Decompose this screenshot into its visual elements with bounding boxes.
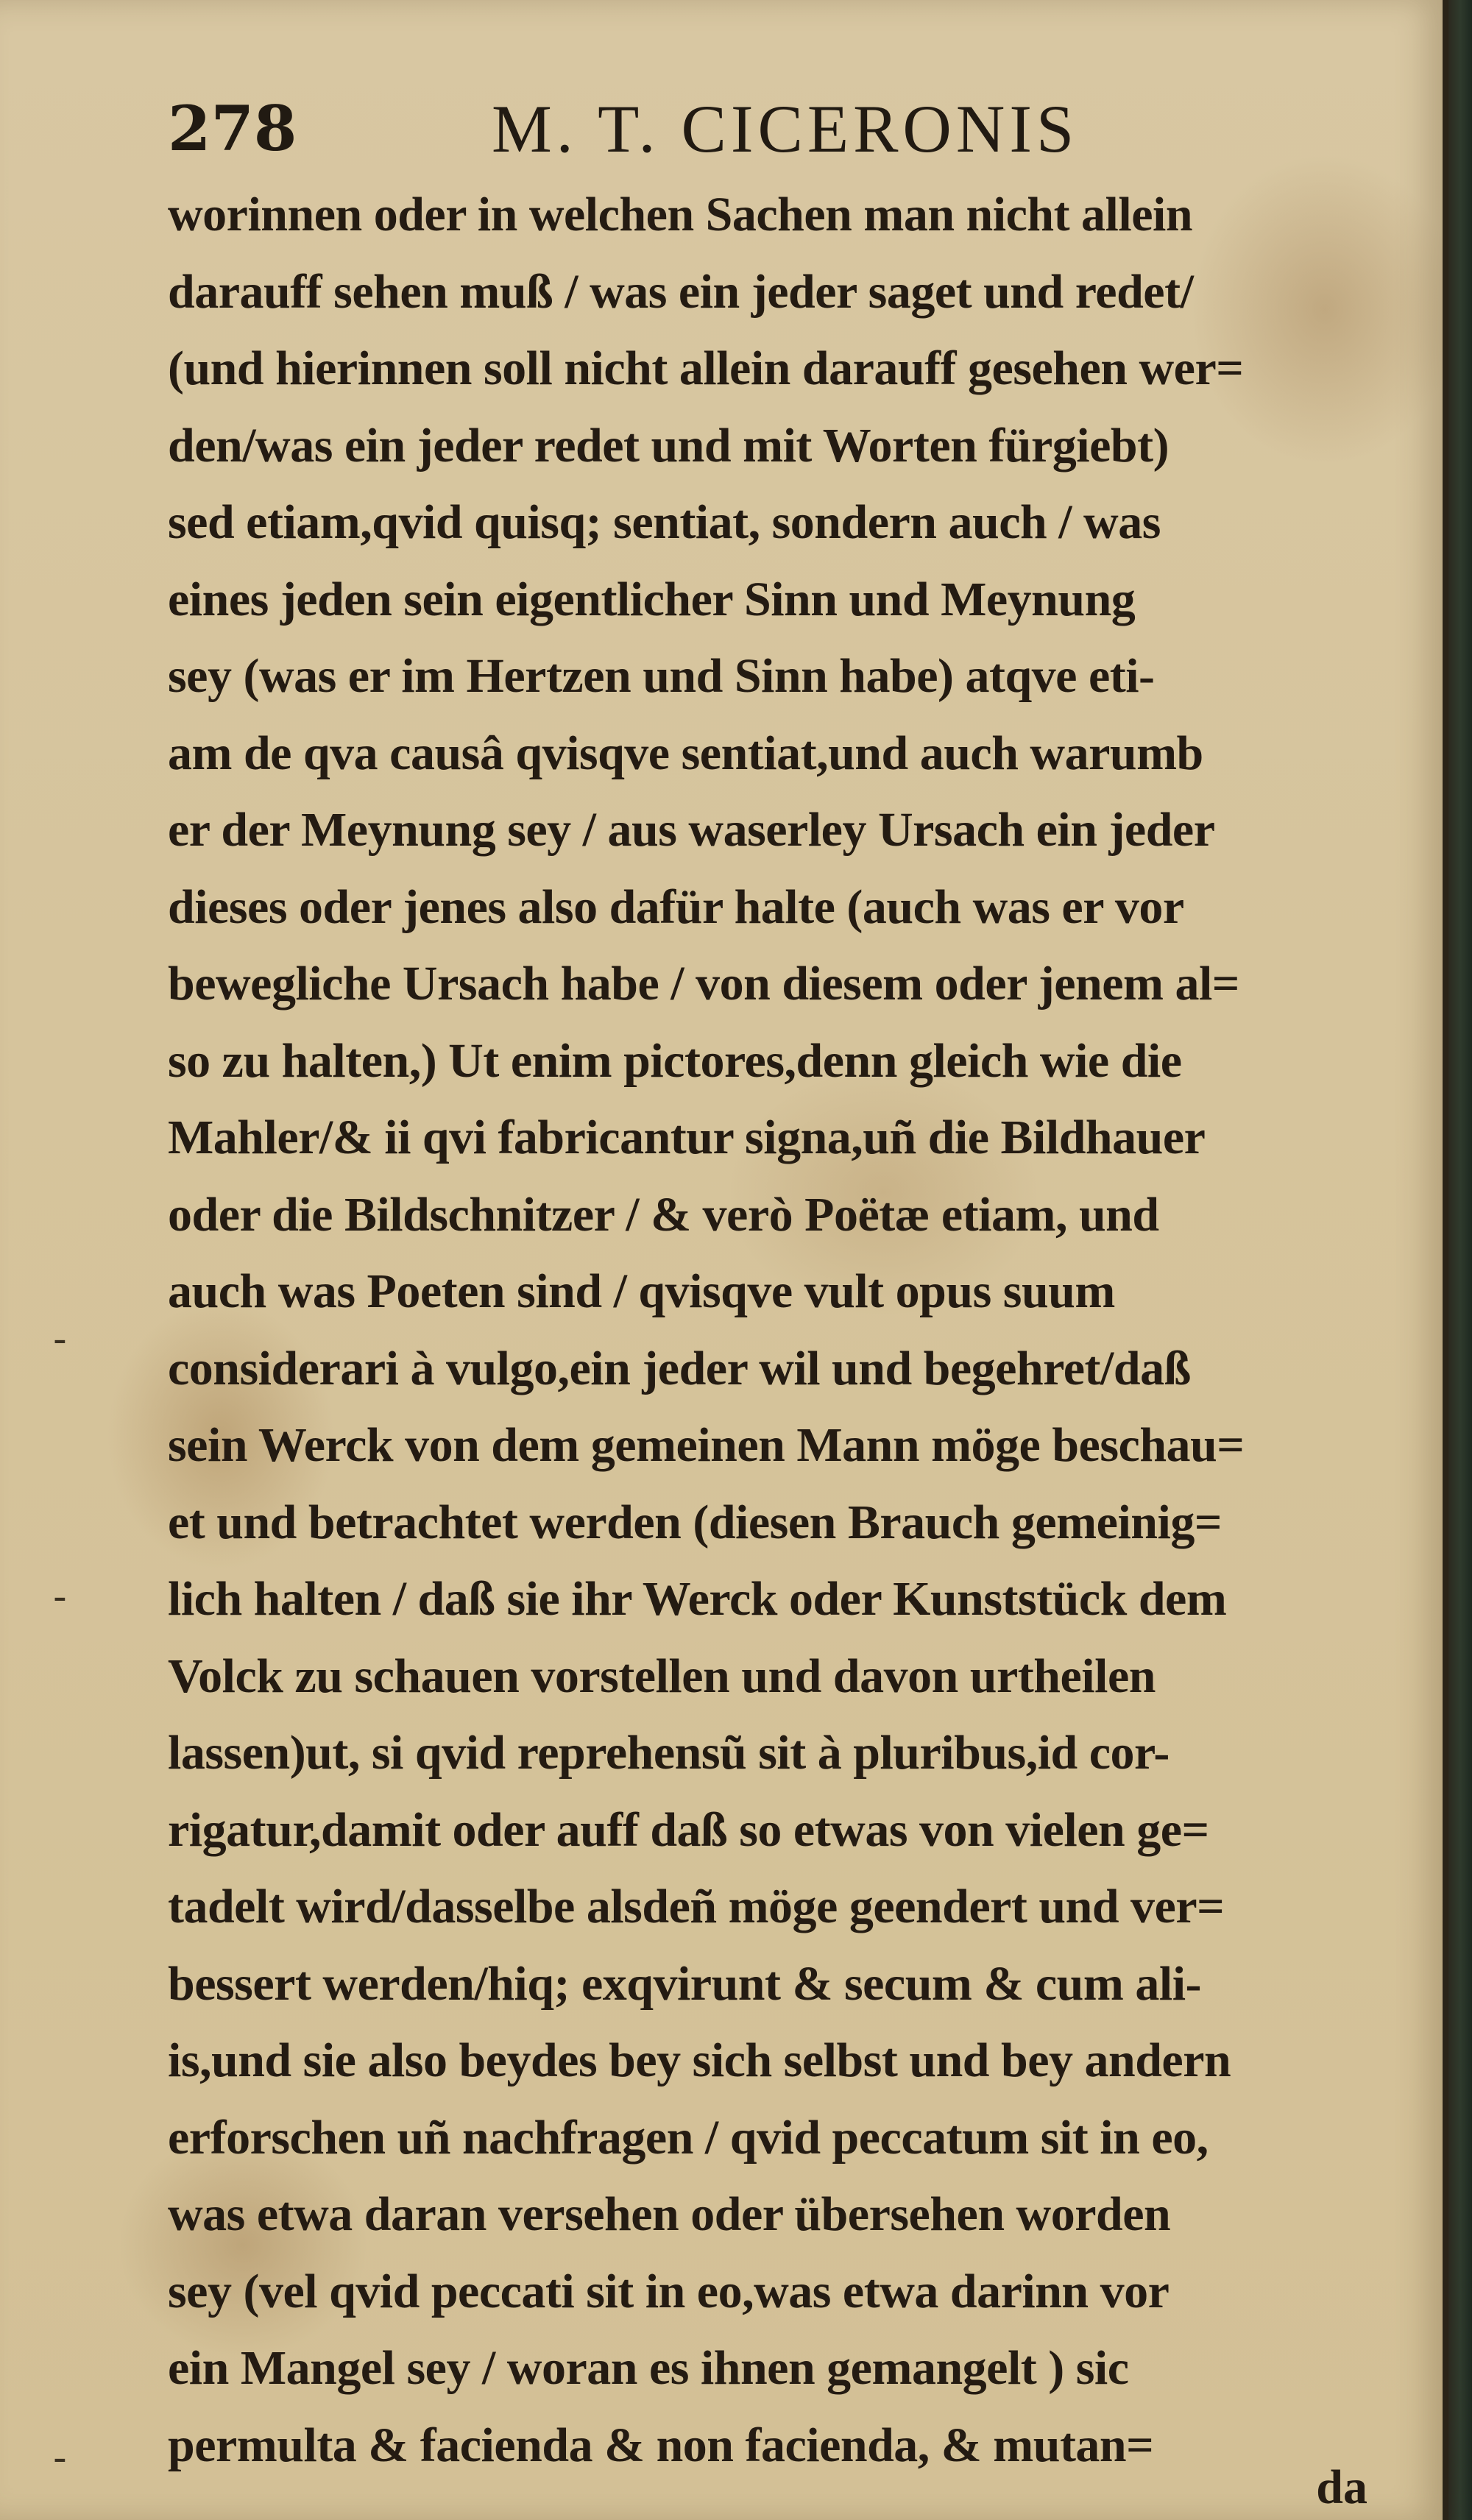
text-line: et und betrachtet werden (diesen Brauch gemeinig= [168,1495,1222,1549]
text-line: sey (vel qvid peccati sit in eo,was etwa darinn vor [168,2264,1170,2318]
text-line: sed etiam,qvid quisq; sentiat, sondern auch / was [168,495,1161,549]
text-line: bewegliche Ursach habe / von diesem oder jenem al= [168,957,1239,1011]
running-title: M. T. CICERONIS [492,91,1079,166]
text-line: ein Mangel sey / woran es ihnen gemangelt ) sic [168,2341,1129,2395]
text-line: bessert werden/hiq; exqvirunt & secum & cum ali- [168,1956,1202,2011]
body-text [168,177,1375,2484]
running-head [168,88,1419,169]
text-line: sein Werck von dem gemeinen Mann möge beschau= [168,1418,1245,1472]
text-line: darauff sehen muß / was ein jeder saget und redet/ [168,264,1194,319]
text-line: worinnen oder in welchen Sachen man nicht allein [168,188,1193,241]
margin-mark: - [53,2436,67,2480]
text-line: tadelt wird/dasselbe alsdeñ möge geendert und ver= [168,1880,1225,1933]
text-line: den/was ein jeder redet und mit Worten fürgiebt) [168,418,1170,473]
page-number: 278 [168,92,297,165]
text-line: rigatur,damit oder auff daß so etwas von vielen ge= [168,1802,1209,1857]
text-line: permulta & facienda & non facienda, & mutan= [168,2418,1154,2472]
margin-mark: - [53,1317,67,1362]
text-line: Volck zu schauen vorstellen und davon urtheilen [168,1649,1156,1703]
text-line: was etwa daran versehen oder übersehen worden [168,2187,1171,2241]
text-line: eines jeden sein eigentlicher Sinn und Meynung [168,572,1136,626]
book-edge [1448,0,1472,2520]
text-line: dieses oder jenes also dafür halte (auch was er vor [168,879,1184,934]
text-line: sey (was er im Hertzen und Sinn habe) atqve eti- [168,649,1155,703]
page-edge-rule [1443,0,1448,2520]
catchword: da [1316,2460,1367,2514]
text-line: er der Meynung sey / aus waserley Ursach ein jeder [168,803,1215,857]
text-line: lassen)ut, si qvid reprehensũ sit à pluribus,id cor- [168,1726,1170,1780]
text-line: am de qva causâ qvisqve sentiat,und auch warumb [168,726,1203,780]
text-line: erforschen uñ nachfragen / qvid peccatum sit in eo, [168,2110,1209,2165]
text-line: is,und sie also beydes bey sich selbst und bey andern [168,2034,1231,2087]
text-line: Mahler/& ii qvi fabricantur signa,uñ die Bildhauer [168,1111,1206,1164]
margin-mark: - [53,1575,67,1619]
text-line: (und hierinnen soll nicht allein darauff gesehen wer= [168,341,1244,395]
text-line: lich halten / daß sie ihr Werck oder Kunststück dem [168,1572,1227,1626]
text-line: auch was Poeten sind / qvisqve vult opus suum [168,1264,1115,1318]
text-line: considerari à vulgo,ein jeder wil und begehret/daß [168,1341,1191,1395]
text-line: oder die Bildschnitzer / & verò Poëtæ etiam, und [168,1187,1159,1242]
text-line: so zu halten,) Ut enim pictores,denn gleich wie die [168,1033,1182,1088]
